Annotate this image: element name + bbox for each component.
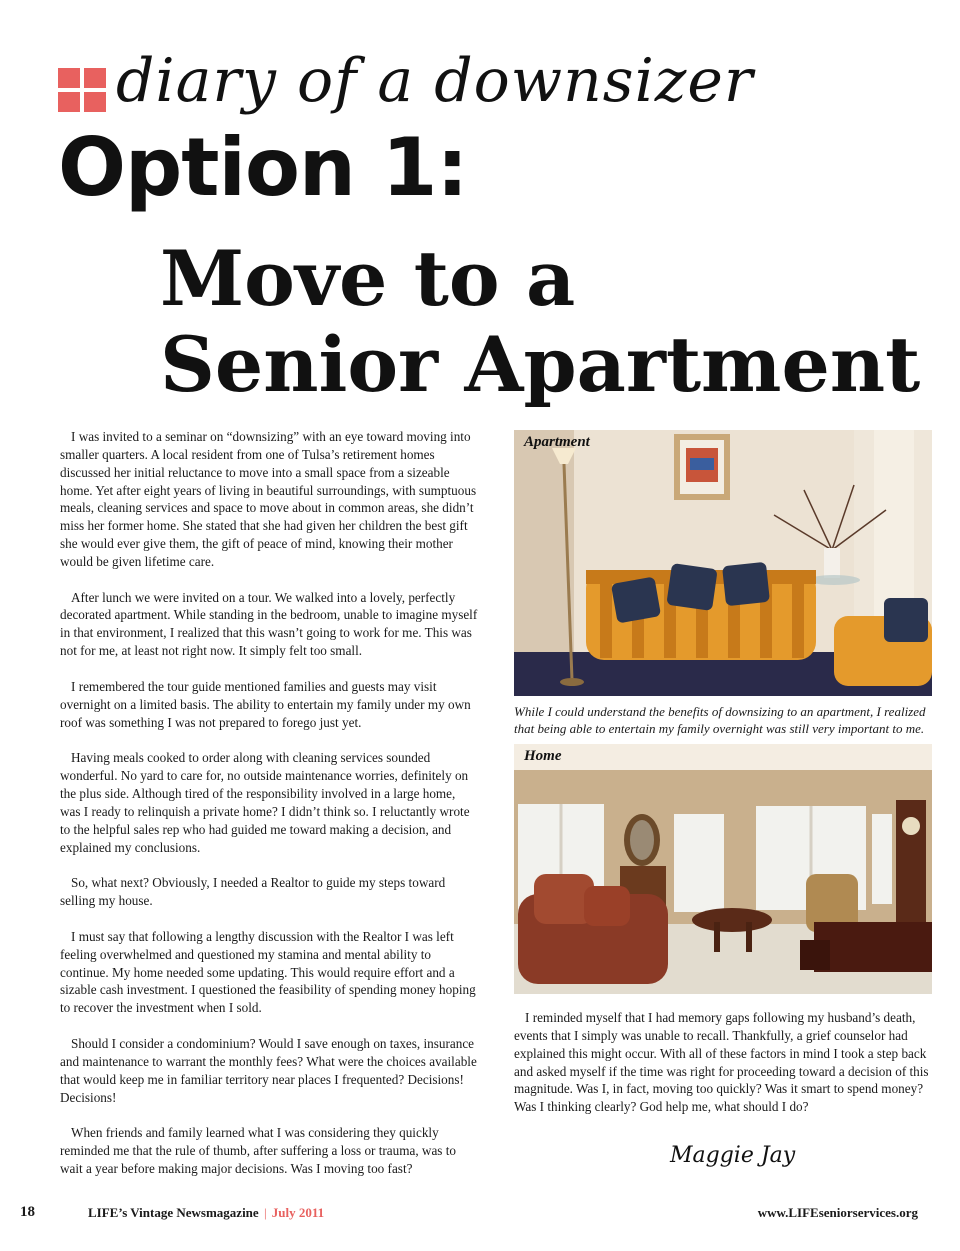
author-signature: Maggie Jay	[670, 1143, 796, 1168]
website-link[interactable]: www.LIFEseniorservices.org	[757, 1205, 918, 1220]
section-logo-icon	[58, 68, 106, 112]
article-paragraph: After lunch we were invited on a tour. We walked into a lovely, perfectly decorated apartment. While standing in the bedroom, unable to imagine myself in that environment, I realized that this wasn’t going to work for me. This was not for me, at least not right now. It simply felt too small.	[60, 589, 478, 659]
article-paragraph: I must say that following a lengthy discussion with the Realtor I was left feeling overwhelmed and questioned my stamina and mental ability to continue. My home needed some updating. This would require effort and a sizable cash investment. I questioned the feasibility of spending money hoping to recover the investment when I sold.	[60, 928, 476, 1016]
article-paragraph: I was invited to a seminar on “downsizing” with an eye toward moving into smaller quarters. A local resident from one of Tulsa’s retirement homes discussed her initial reluctance to move into a small space from a sizeable home. Yet after eight years of living in beautiful surroundings, with sumptuous meals, cleaning services and space to move about in common areas, she didn’t miss her former home. She stated that she had given her children the best gift she would ever give them, the gift of peace of mind, knowing their mother would be given lifetime care.	[60, 429, 477, 569]
headline-line-1: Option 1:	[58, 121, 468, 214]
page-footer	[20, 1204, 918, 1226]
headline-line-3: Senior Apartment	[160, 320, 921, 409]
headline-subtitle	[160, 236, 920, 408]
issue-date: July 2011	[271, 1205, 325, 1220]
magazine-name: LIFE’s Vintage Newsmagazine	[88, 1205, 259, 1220]
article-paragraph: So, what next? Obviously, I needed a Realtor to guide my steps toward selling my house.	[60, 875, 446, 909]
home-illustration	[514, 744, 932, 994]
photo-caption: While I could understand the benefits of downsizing to an apartment, I realized that being able to entertain my family overnight was still very important to me.	[514, 704, 926, 736]
series-title: diary of a downsizer	[116, 46, 754, 116]
article-right-column	[514, 1009, 930, 1116]
publication-line	[88, 1205, 324, 1221]
page-number: 18	[20, 1204, 35, 1220]
article-paragraph: Should I consider a condominium? Would I save enough on taxes, insurance and maintenance to warrant the monthly fees? What were the choices available that would keep me in familiar territory near places I frequented? Decisions! Decisions!	[60, 1035, 477, 1105]
home-photo-label: Home	[524, 748, 562, 764]
article-paragraph: I remembered the tour guide mentioned families and guests may visit overnight on a limited basis. The ability to entertain my family under my own roof was something I was not prepared to forego just yet.	[60, 678, 471, 730]
headline-line-2: Move to a	[160, 234, 576, 323]
article-paragraph: Having meals cooked to order along with cleaning services sounded wonderful. No yard to care for, no outside maintenance worries, definitely on the plus side. Although tired of the responsibility involved in a large home, was I ready to relinquish a private home? I didn’t think so. I reluctantly wrote to the helpful sales rep who had guided me toward making a decision, and explained my conclusions.	[60, 750, 470, 855]
article-paragraph: When friends and family learned what I was considering they quickly reminded me that the rule of thumb, after suffering a loss or trauma, was to wait a year before making major decisions. Was I moving too fast?	[60, 1125, 456, 1176]
article-left-column	[60, 428, 478, 1196]
apartment-photo-label: Apartment	[524, 434, 590, 450]
article-paragraph: I reminded myself that I had memory gaps following my husband’s death, events that I simply was unable to recall. Thankfully, a grief counselor had explained this might occur. With all of these factors in mind I took a step back and asked myself if the time was right for proceeding toward a decision of this magnitude. Was I, in fact, moving too quickly? Was it smart to spend money? Was I thinking clearly? God help me, what should I do?	[514, 1010, 929, 1115]
apartment-illustration	[514, 430, 932, 696]
footer-separator: |	[263, 1205, 267, 1220]
apartment-photo	[514, 430, 932, 696]
home-photo	[514, 744, 932, 994]
